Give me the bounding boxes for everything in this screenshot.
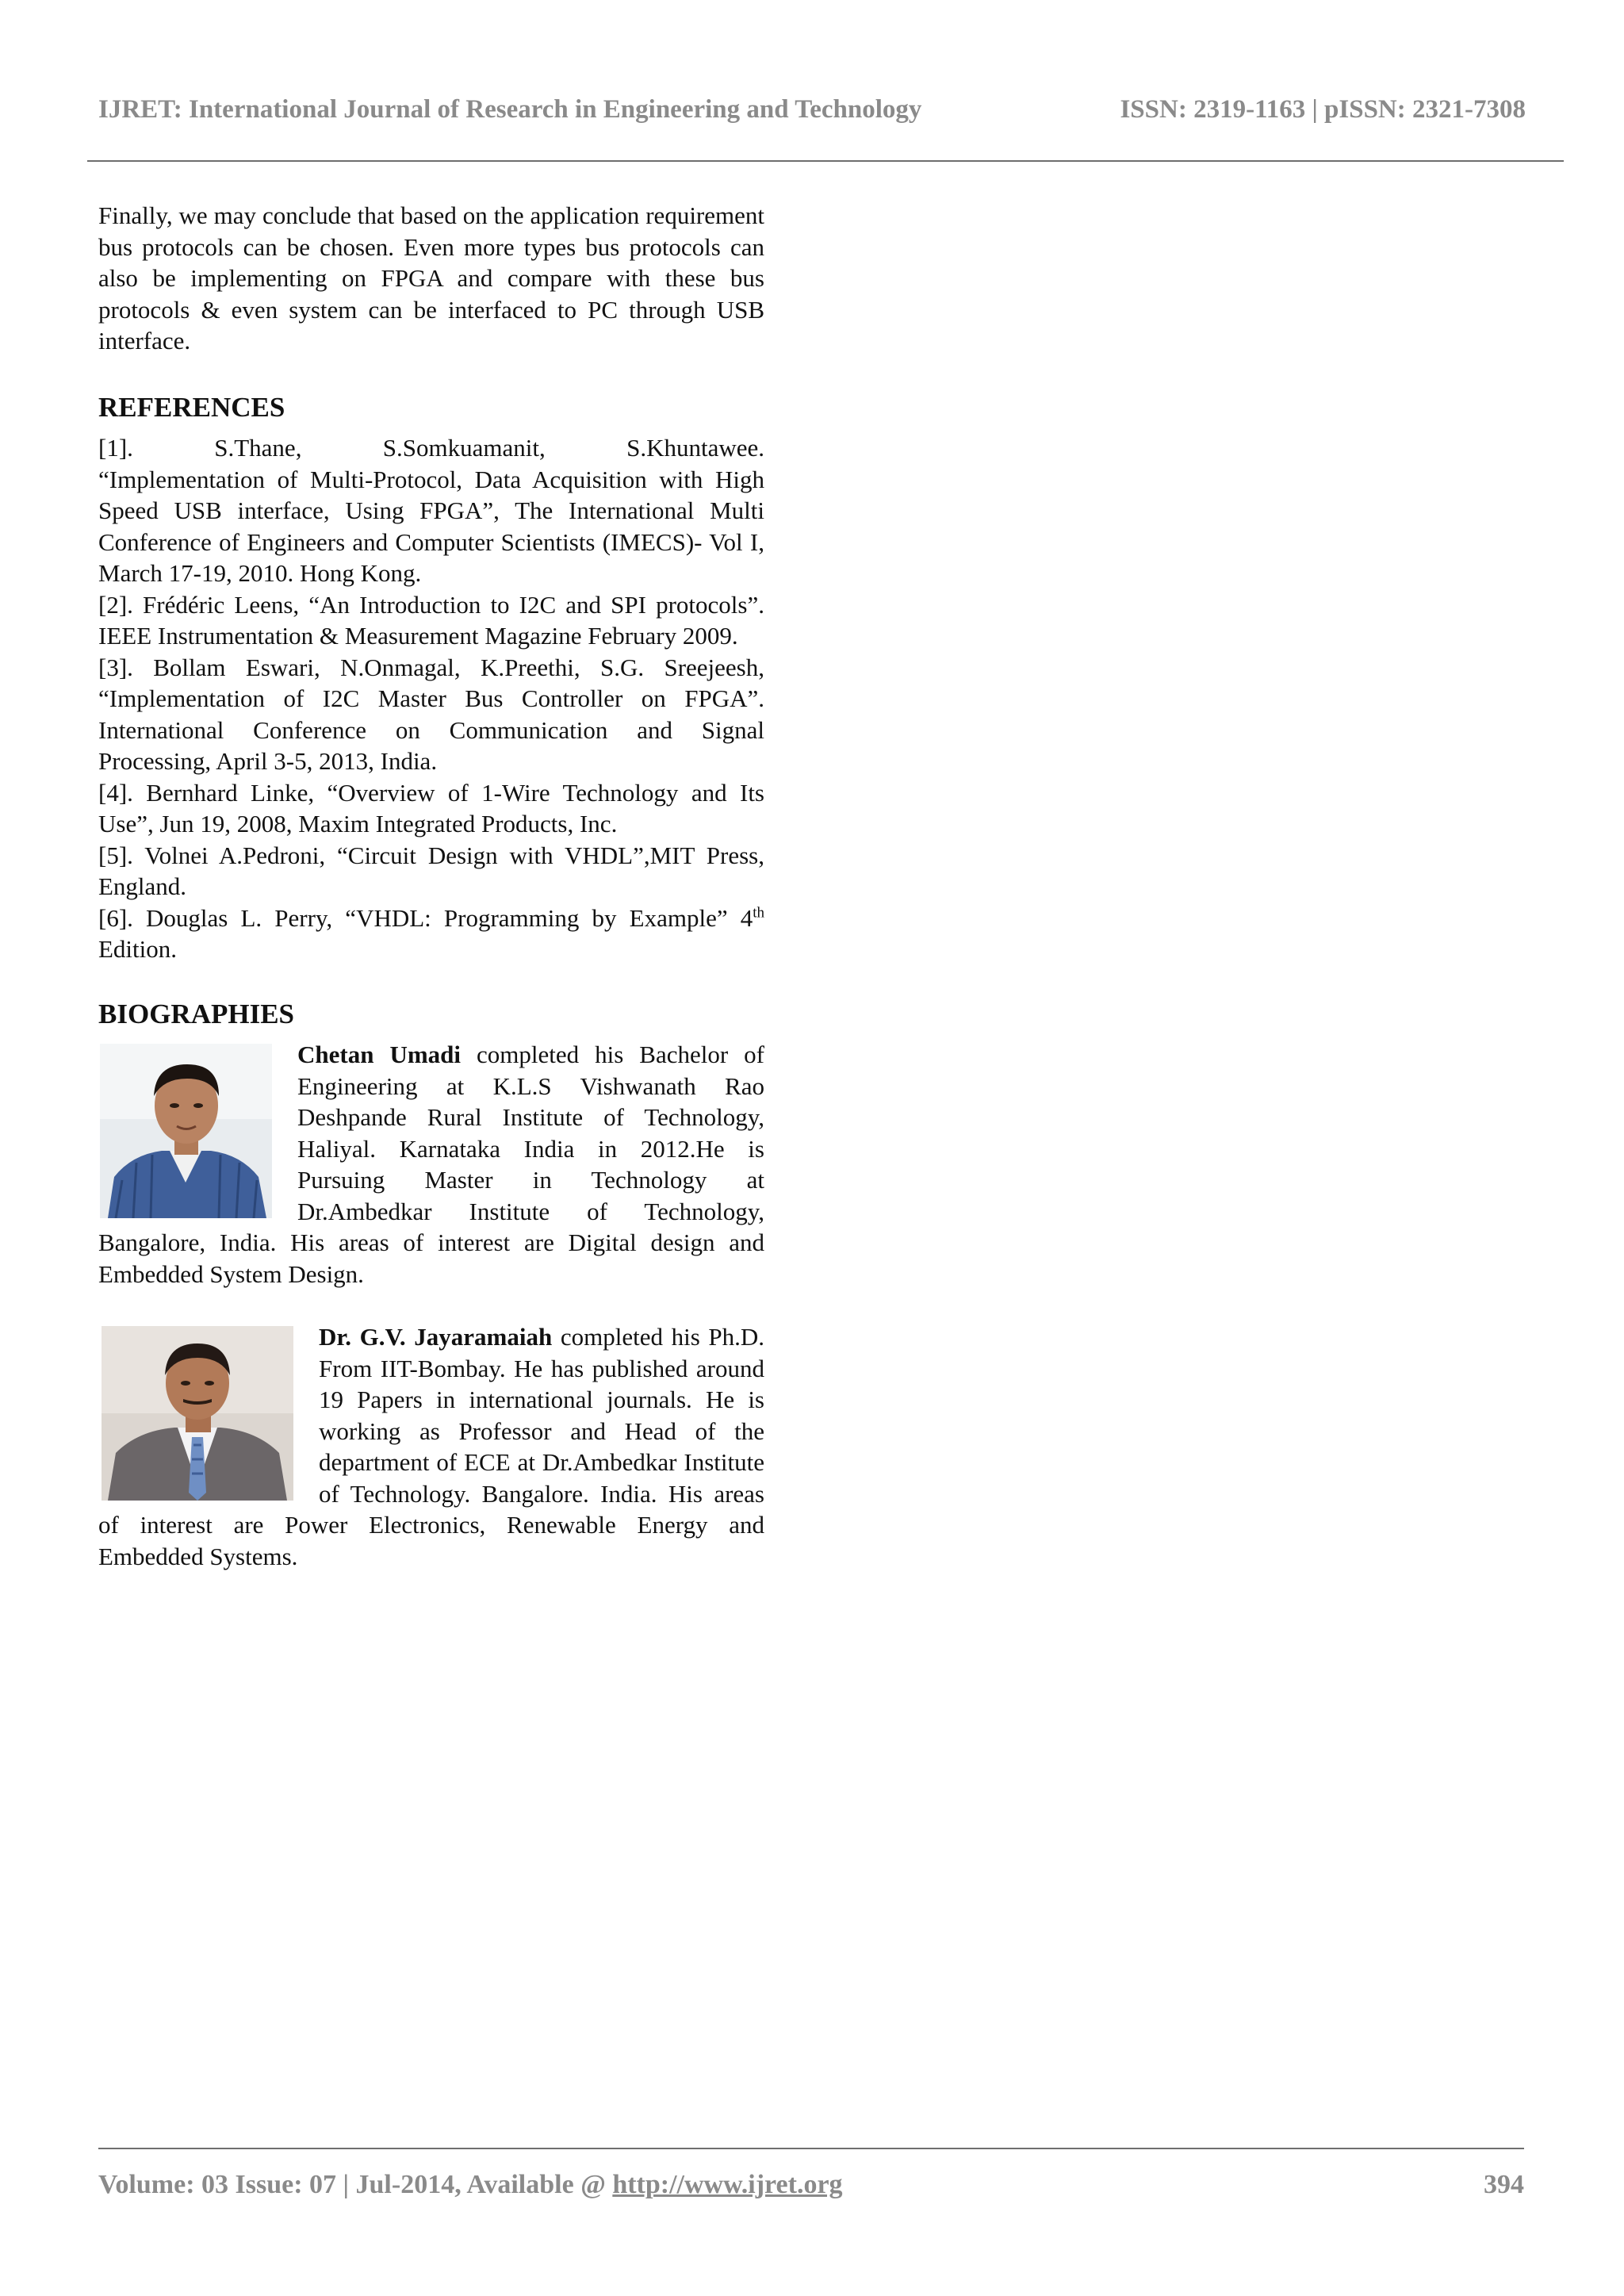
issn-text: ISSN: 2319-1163 | pISSN: 2321-7308 [1120,95,1526,124]
author-photo-gv-jayaramaiah [102,1326,293,1501]
reference-list [98,432,764,965]
reference-5: [5]. Volnei A.Pedroni, “Circuit Design with VHDL”,MIT Press, England. [98,841,764,900]
biography-2-text: completed his Ph.D. From IIT-Bombay. He has published around 19 Papers in international journals. He is working as Professor and Head of the department of ECE at Dr.Ambedkar Institute of Technology. Bangalore. India. His areas of interest are Power Electronics, Renewable Energy and Embedded Systems. [98,1323,764,1570]
reference-6-tail: Edition. [98,935,178,963]
reference-4: [4]. Bernhard Linke, “Overview of 1-Wire Technology and Its Use”, Jun 19, 2008, Maxim Integrated Products, Inc. [98,778,764,838]
author-photo-chetan-umadi [100,1044,272,1218]
biography-2-name: Dr. G.V. Jayaramaiah [319,1323,553,1351]
footer-volume-text: Volume: 03 Issue: 07 | Jul-2014, Available @ [98,2170,613,2199]
header-divider [87,160,1564,162]
reference-2: [2]. Frédéric Leens, “An Introduction to I2C and SPI protocols”. IEEE Instrumentation & Measurement Magazine February 2009. [98,590,764,650]
biography-1-name: Chetan Umadi [297,1041,462,1068]
left-column [98,200,764,1572]
reference-1-authors: [1]. S.Thane, S.Somkuamanit, S.Khuntawee. [98,434,764,462]
journal-link[interactable]: http://www.ijret.org [612,2170,843,2199]
journal-title: IJRET: International Journal of Research in Engineering and Technology [98,95,922,124]
footer-volume-info [98,2170,843,2200]
reference-6-superscript: th [753,904,764,922]
reference-6-main: [6]. Douglas L. Perry, “VHDL: Programming by Example” 4 [98,903,753,932]
biography-2 [98,1321,764,1572]
reference-1-body: “Implementation of Multi-Protocol, Data Acquisition with High Speed USB interface, Using FPGA”, The International Multi Conference of Engineers and Computer Scientists (IMECS)- Vol I, March 17-19, 2010. Hong Kong. [98,465,764,587]
biography-1-text: completed his Bachelor of Engineering at K.L.S Vishwanath Rao Deshpande Rural Institute of Technology, Haliyal. Karnataka India in 2012.He is Pursuing Master in Technology at Dr.Ambedkar Institute of Technology, Bangalore, India. His areas of interest are Digital design and Embedded System Design. [98,1041,764,1288]
page-number: 394 [1484,2170,1524,2199]
conclusion-paragraph: Finally, we may conclude that based on the application requirement bus protocols can be chosen. Even more types bus protocols can also be implementing on FPGA and compare with these bus protocols & even system can be interfaced to PC through USB interface. [98,201,764,355]
biography-1 [98,1039,764,1290]
page-footer [98,2170,1524,2200]
page-header [98,95,1526,125]
reference-6 [98,903,764,965]
biographies-heading: BIOGRAPHIES [98,998,294,1029]
reference-3: [3]. Bollam Eswari, N.Onmagal, K.Preethi, S.G. Sreejeesh, “Implementation of I2C Master Bus Controller on FPGA”. International Conference on Communication and Signal Processing, April 3-5, 2013, India. [98,653,764,775]
footer-divider [98,2148,1524,2149]
references-heading: REFERENCES [98,391,285,423]
